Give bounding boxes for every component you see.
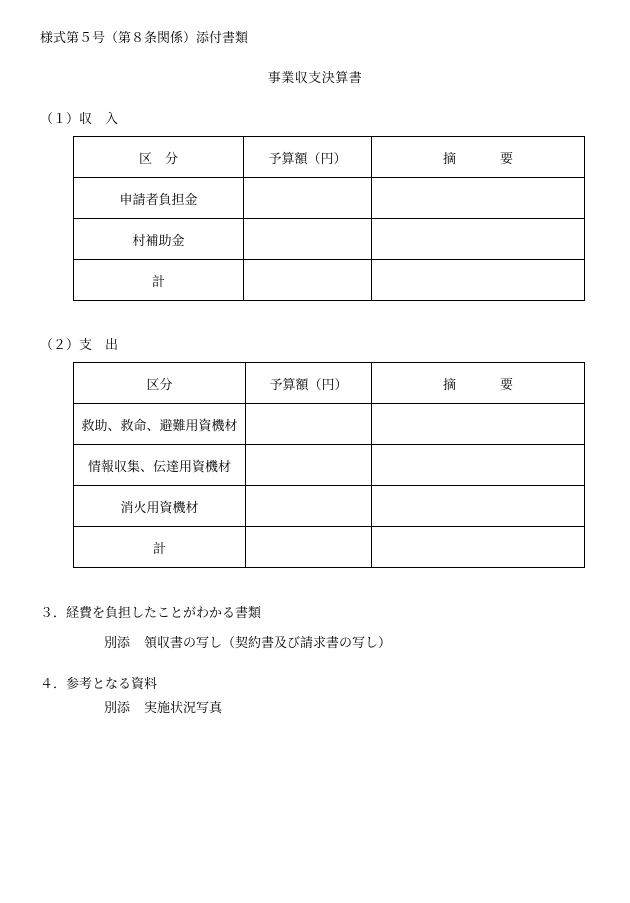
form-label: 様式第５号（第８条関係）添付書類 bbox=[40, 31, 249, 46]
income-heading: （１）収 入 bbox=[40, 112, 119, 127]
income-row-budget bbox=[244, 219, 372, 260]
income-header-row bbox=[74, 137, 585, 178]
table-row bbox=[74, 527, 585, 568]
income-table bbox=[73, 136, 585, 301]
expense-row-budget bbox=[246, 486, 372, 527]
expense-header-row bbox=[74, 363, 585, 404]
table-row bbox=[74, 260, 585, 301]
expense-row-category: 計 bbox=[74, 527, 246, 568]
expense-row-category: 救助、救命、避難用資機材 bbox=[74, 404, 246, 445]
expense-row-category: 消火用資機材 bbox=[74, 486, 246, 527]
income-row-category: 計 bbox=[74, 260, 244, 301]
income-row-notes bbox=[372, 260, 585, 301]
section4-attachment-label: 別添 bbox=[104, 701, 131, 716]
table-row bbox=[74, 219, 585, 260]
expense-row-notes bbox=[372, 404, 585, 445]
section3-attachment-text: 領収書の写し（契約書及び請求書の写し） bbox=[144, 636, 392, 651]
income-row-notes bbox=[372, 178, 585, 219]
expense-row-category: 情報収集、伝達用資機材 bbox=[74, 445, 246, 486]
table-row bbox=[74, 486, 585, 527]
expense-row-notes bbox=[372, 527, 585, 568]
section3-heading: ３．経費を負担したことがわかる書類 bbox=[40, 606, 262, 621]
income-row-category: 村補助金 bbox=[74, 219, 244, 260]
income-row-budget bbox=[244, 178, 372, 219]
expense-col-budget: 予算額（円） bbox=[246, 363, 372, 404]
document-title: 事業収支決算書 bbox=[267, 71, 363, 86]
expense-row-notes bbox=[372, 486, 585, 527]
expense-col-notes: 摘 要 bbox=[372, 363, 585, 404]
expense-row-budget bbox=[246, 527, 372, 568]
income-col-notes: 摘 要 bbox=[372, 137, 585, 178]
income-row-category: 申請者負担金 bbox=[74, 178, 244, 219]
expense-row-notes bbox=[372, 445, 585, 486]
income-row-notes bbox=[372, 219, 585, 260]
section4-attachment bbox=[104, 697, 222, 716]
section4-attachment-text: 実施状況写真 bbox=[144, 701, 223, 716]
section3-attachment-label: 別添 bbox=[104, 636, 131, 651]
income-col-category: 区 分 bbox=[74, 137, 244, 178]
expense-row-budget bbox=[246, 404, 372, 445]
income-row-budget bbox=[244, 260, 372, 301]
expense-table bbox=[73, 362, 585, 568]
expense-col-category: 区分 bbox=[74, 363, 246, 404]
expense-heading: （２）支 出 bbox=[40, 338, 119, 353]
income-col-budget: 予算額（円） bbox=[244, 137, 372, 178]
section3-attachment bbox=[104, 632, 391, 651]
section4-heading: ４．参考となる資料 bbox=[40, 677, 158, 692]
table-row bbox=[74, 178, 585, 219]
table-row bbox=[74, 404, 585, 445]
table-row bbox=[74, 445, 585, 486]
expense-row-budget bbox=[246, 445, 372, 486]
